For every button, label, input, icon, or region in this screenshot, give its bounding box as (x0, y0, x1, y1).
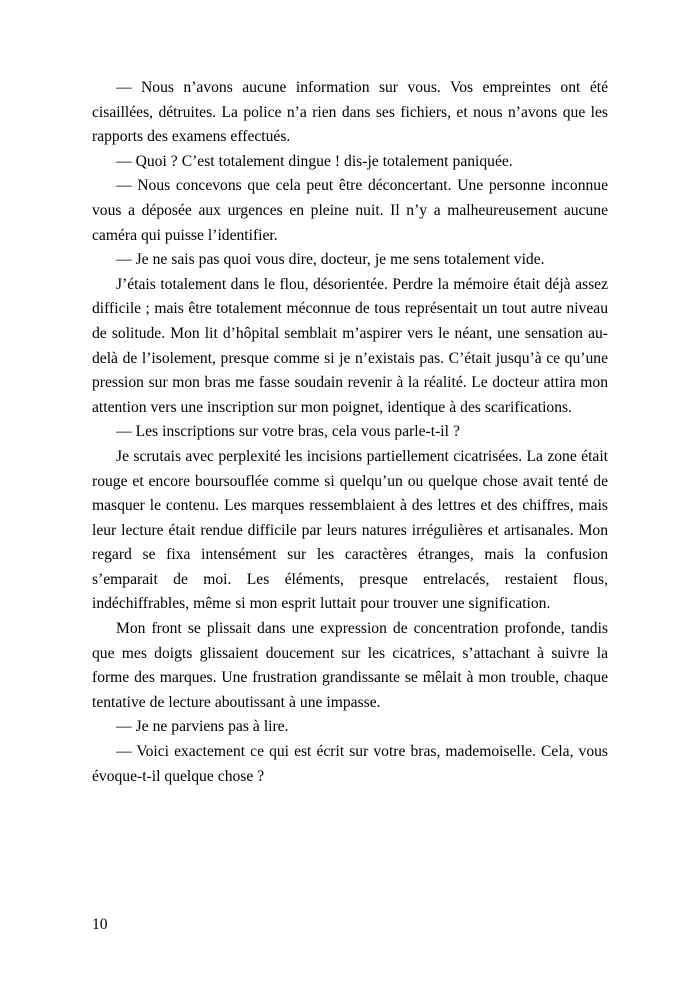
paragraph: — Nous concevons que cela peut être déconcertant. Une personne inconnue vous a déposée aux urgences en pleine nuit. Il n’y a malheureusement aucune caméra qui puisse l’identifier. (92, 177, 608, 244)
paragraph: — Quoi ? C’est totalement dingue ! dis-je totalement paniquée. (116, 152, 513, 170)
paragraph: Mon front se plissait dans une expression de concentration profonde, tandis que mes doigts glissaient doucement sur les cicatrices, s’attachant à suivre la forme des marques. Une frustration grandissante se mêlait à mon trouble, chaque tentative de lecture aboutissant à une impasse. (92, 620, 608, 711)
paragraph: J’étais totalement dans le flou, désorientée. Perdre la mémoire était déjà assez difficile ; mais être totalement méconnue de tous représentait un tout autre niveau de solitude. Mon lit d’hôpital semblait m’aspirer vers le néant, une sensation au-delà de l’isolement, presque comme si je n’existais pas. C’était jusqu’à ce qu’une pression sur mon bras me fasse soudain revenir à la réalité. Le docteur attira mon attention vers une inscription sur mon poignet, identique à des scarifications. (92, 275, 608, 416)
paragraph: — Je ne sais pas quoi vous dire, docteur, je me sens totalement vide. (116, 251, 545, 269)
page-text-block (92, 76, 608, 789)
paragraph: — Je ne parviens pas à lire. (116, 718, 289, 736)
page-number: 10 (92, 916, 108, 933)
paragraph: — Voici exactement ce qui est écrit sur votre bras, mademoiselle. Cela, vous évoque-t-il quelque chose ? (92, 743, 608, 785)
paragraph: — Les inscriptions sur votre bras, cela vous parle-t-il ? (116, 423, 460, 441)
paragraph: — Nous n’avons aucune information sur vous. Vos empreintes ont été cisaillées, détruites. La police n’a rien dans ses fichiers, et nous n’avons que les rapports des examens effectués. (92, 79, 608, 146)
paragraph: Je scrutais avec perplexité les incisions partiellement cicatrisées. La zone était rouge et encore boursouflée comme si quelqu’un ou quelque chose avait tenté de masquer le contenu. Les marques ressemblaient à des lettres et des chiffres, mais leur lecture était rendue difficile par leurs natures irrégulières et artisanales. Mon regard se fixa intensément sur les caractères étranges, mais la confusion s’emparait de moi. Les éléments, presque entrelacés, restaient flous, indéchiffrables, même si mon esprit luttait pour trouver une signification. (92, 447, 608, 613)
